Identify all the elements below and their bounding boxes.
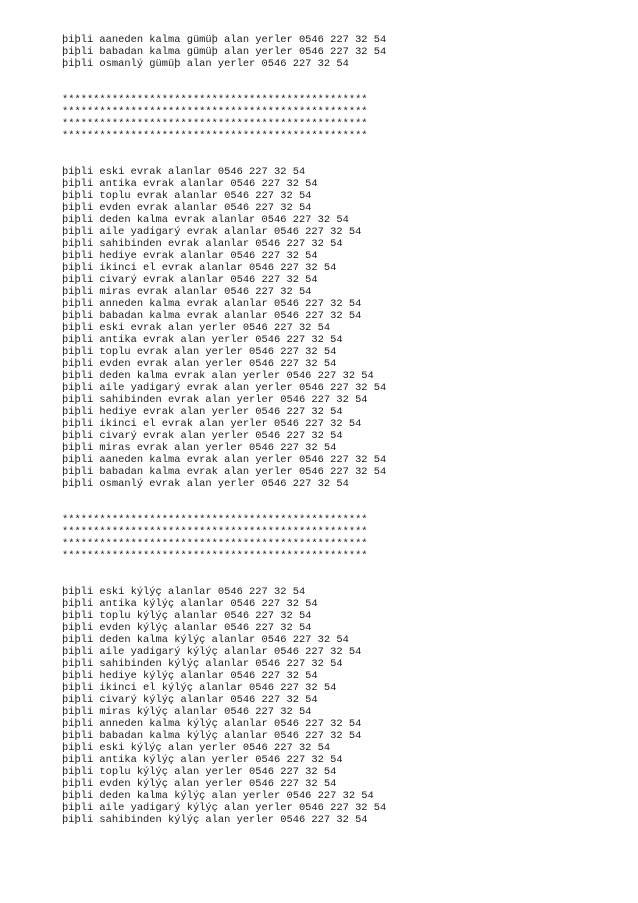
spacer [62,70,622,94]
text-line: þiþli miras evrak alan yerler 0546 227 32 54 [62,442,337,454]
text-line: þiþli evden evrak alanlar 0546 227 32 54 [62,202,312,214]
text-line: þiþli ikinci el evrak alan yerler 0546 227 32 54 [62,418,362,430]
text-line: þiþli aile yadigarý kýlýç alanlar 0546 227 32 54 [62,646,362,658]
separator-block [62,94,622,142]
text-line: þiþli babadan kalma kýlýç alanlar 0546 227 32 54 [62,730,362,742]
text-line: þiþli toplu evrak alan yerler 0546 227 32 54 [62,346,337,358]
text-line: þiþli toplu kýlýç alan yerler 0546 227 32 54 [62,766,337,778]
text-line: þiþli hediye evrak alan yerler 0546 227 32 54 [62,406,343,418]
asterisk-rule: ************************************************* [62,514,368,526]
asterisk-rule: ************************************************* [62,94,368,106]
text-line: þiþli deden kalma evrak alan yerler 0546 227 32 54 [62,370,374,382]
text-line: þiþli antika evrak alan yerler 0546 227 32 54 [62,334,343,346]
asterisk-rule: ************************************************* [62,526,368,538]
text-line: þiþli miras evrak alanlar 0546 227 32 54 [62,286,312,298]
section-evrak-lines [62,166,622,490]
section-kilic-lines [62,586,622,826]
asterisk-rule: ************************************************* [62,106,368,118]
text-line: þiþli hediye kýlýç alanlar 0546 227 32 54 [62,670,318,682]
text-line: þiþli ikinci el kýlýç alanlar 0546 227 32 54 [62,682,337,694]
text-line: þiþli aile yadigarý evrak alanlar 0546 227 32 54 [62,226,362,238]
text-line: þiþli anneden kalma kýlýç alanlar 0546 227 32 54 [62,718,362,730]
text-line: þiþli toplu kýlýç alanlar 0546 227 32 54 [62,610,312,622]
text-line: þiþli aile yadigarý kýlýç alan yerler 0546 227 32 54 [62,802,387,814]
spacer [62,562,622,586]
text-line: þiþli deden kalma kýlýç alan yerler 0546 227 32 54 [62,790,374,802]
text-line: þiþli aaneden kalma evrak alan yerler 0546 227 32 54 [62,454,387,466]
asterisk-rule: ************************************************* [62,538,368,550]
text-line: þiþli eski evrak alan yerler 0546 227 32 54 [62,322,331,334]
spacer [62,142,622,166]
text-line: þiþli sahibinden evrak alan yerler 0546 227 32 54 [62,394,368,406]
section-gumus-lines [62,34,622,70]
text-line: þiþli civarý evrak alanlar 0546 227 32 54 [62,274,318,286]
separator-block [62,514,622,562]
text-line: þiþli antika kýlýç alan yerler 0546 227 32 54 [62,754,343,766]
text-line: þiþli sahibinden evrak alanlar 0546 227 32 54 [62,238,343,250]
text-line: þiþli evden kýlýç alan yerler 0546 227 32 54 [62,778,337,790]
text-line: þiþli eski kýlýç alan yerler 0546 227 32 54 [62,742,331,754]
text-line: þiþli antika evrak alanlar 0546 227 32 54 [62,178,318,190]
text-line: þiþli osmanlý gümüþ alan yerler 0546 227 32 54 [62,58,349,70]
text-line: þiþli babadan kalma gümüþ alan yerler 0546 227 32 54 [62,46,387,58]
text-line: þiþli aaneden kalma gümüþ alan yerler 0546 227 32 54 [62,34,387,46]
text-line: þiþli deden kalma evrak alanlar 0546 227 32 54 [62,214,349,226]
text-line: þiþli deden kalma kýlýç alanlar 0546 227 32 54 [62,634,349,646]
text-line: þiþli antika kýlýç alanlar 0546 227 32 54 [62,598,318,610]
text-line: þiþli babadan kalma evrak alan yerler 0546 227 32 54 [62,466,387,478]
spacer [62,490,622,514]
asterisk-rule: ************************************************* [62,550,368,562]
text-line: þiþli civarý kýlýç alanlar 0546 227 32 54 [62,694,318,706]
text-line: þiþli sahibinden kýlýç alanlar 0546 227 32 54 [62,658,343,670]
text-line: þiþli hediye evrak alanlar 0546 227 32 54 [62,250,318,262]
asterisk-rule: ************************************************* [62,130,368,142]
text-line: þiþli evden evrak alan yerler 0546 227 32 54 [62,358,337,370]
text-line: þiþli babadan kalma evrak alanlar 0546 227 32 54 [62,310,362,322]
document-page [62,34,622,826]
text-line: þiþli anneden kalma evrak alanlar 0546 227 32 54 [62,298,362,310]
asterisk-rule: ************************************************* [62,118,368,130]
text-line: þiþli civarý evrak alan yerler 0546 227 32 54 [62,430,343,442]
text-line: þiþli eski kýlýç alanlar 0546 227 32 54 [62,586,306,598]
text-line: þiþli aile yadigarý evrak alan yerler 0546 227 32 54 [62,382,387,394]
text-line: þiþli toplu evrak alanlar 0546 227 32 54 [62,190,312,202]
text-line: þiþli ikinci el evrak alanlar 0546 227 32 54 [62,262,337,274]
text-line: þiþli eski evrak alanlar 0546 227 32 54 [62,166,306,178]
text-line: þiþli miras kýlýç alanlar 0546 227 32 54 [62,706,312,718]
text-line: þiþli sahibinden kýlýç alan yerler 0546 227 32 54 [62,814,368,826]
text-line: þiþli osmanlý evrak alan yerler 0546 227 32 54 [62,478,349,490]
text-line: þiþli evden kýlýç alanlar 0546 227 32 54 [62,622,312,634]
